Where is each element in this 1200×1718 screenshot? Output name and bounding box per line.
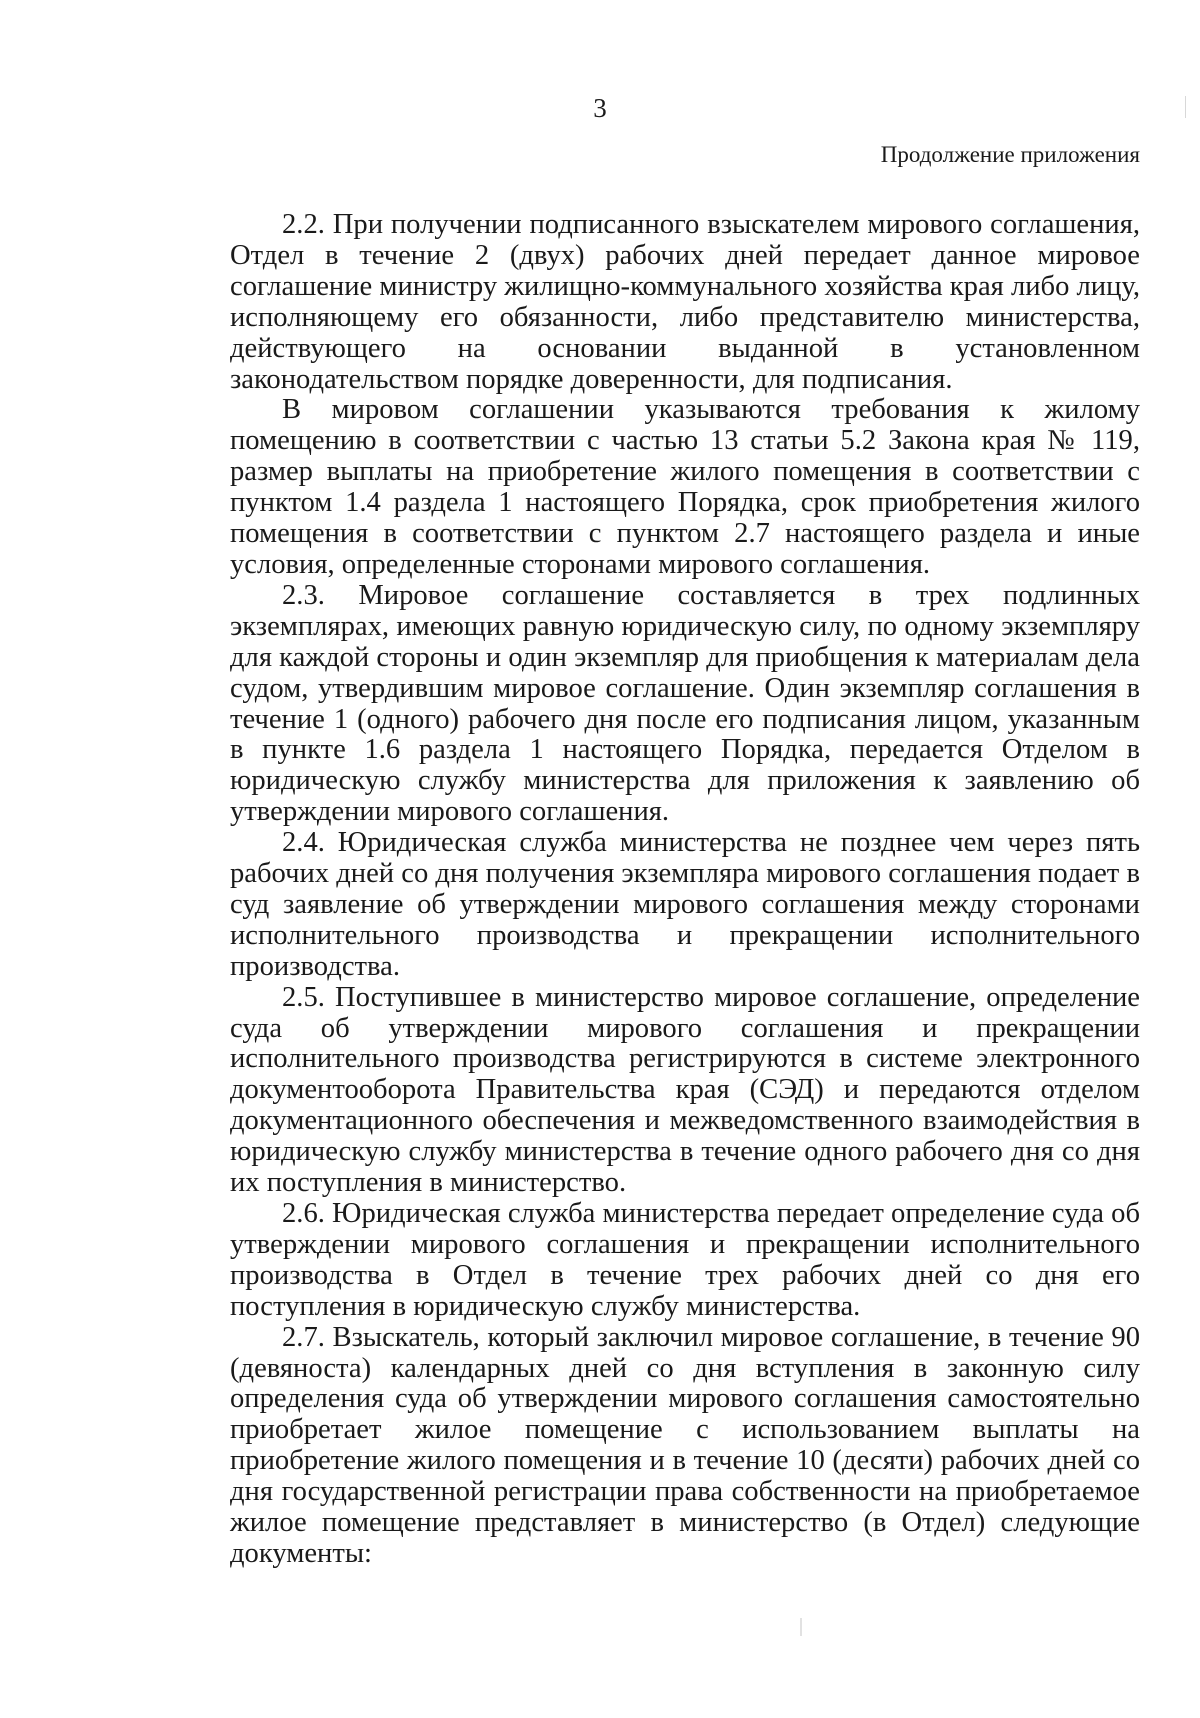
page-number: 3 <box>593 93 607 123</box>
paragraph-2-7: 2.7. Взыскатель, который заключил мировое соглашение, в течение 90 (девяноста) календарных дней со дня вступления в законную силу определения суда об утверждении мирового соглашения самостоятельно приобретает жилое помещение с использованием выплаты на приобретение жилого помещения и в течение 10 (десяти) рабочих дней со дня государственной регистрации права собственности на приобретаемое жилое помещение представляет в министерство (в Отдел) следующие документы: <box>230 1321 1140 1569</box>
scan-edge-mark <box>1185 96 1186 118</box>
paragraph-2-3: 2.3. Мировое соглашение составляется в трех подлинных экземплярах, имеющих равную юридическую силу, по одному экземпляру для каждой стороны и один экземпляр для приобщения к материалам дела судом, утвердившим мировое соглашение. Один экземпляр соглашения в течение 1 (одного) рабочего дня после его подписания лицом, указанным в пункте 1.6 раздела 1 настоящего Порядка, передается Отделом в юридическую службу министерства для приложения к заявлению об утверждении мирового соглашения. <box>230 579 1140 828</box>
document-body <box>230 210 1140 1570</box>
scan-speck-mark <box>800 1618 802 1636</box>
paragraph-2-5: 2.5. Поступившее в министерство мировое соглашение, определение суда об утверждении мирового соглашения и прекращении исполнительного производства регистрируются в системе электронного документооборота Правительства края (СЭД) и передаются отделом документационного обеспечения и межведомственного взаимодействия в юридическую службу министерства в течение одного рабочего дня со дня их поступления в министерство. <box>230 981 1140 1199</box>
paragraph-2-4: 2.4. Юридическая служба министерства не позднее чем через пять рабочих дней со дня получения экземпляра мирового соглашения подает в суд заявление об утверждении мирового соглашения между сторонами исполнительного производства и прекращении исполнительного производства. <box>230 827 1140 982</box>
paragraph-2-2-continued: В мировом соглашении указываются требования к жилому помещению в соответствии с частью 13 статьи 5.2 Закона края № 119, размер выплаты на приобретение жилого помещения в соответствии с пунктом 1.4 раздела 1 настоящего Порядка, срок приобретения жилого помещения в соответствии с пунктом 2.7 настоящего раздела и иные условия, определенные сторонами мирового соглашения. <box>230 394 1140 580</box>
paragraph-2-6: 2.6. Юридическая служба министерства передает определение суда об утверждении мирового соглашения и прекращении исполнительного производства в Отдел в течение трех рабочих дней со дня его поступления в юридическую службу министерства. <box>230 1198 1140 1322</box>
paragraph-2-2: 2.2. При получении подписанного взыскателем мирового соглашения, Отдел в течение 2 (двух) рабочих дней передает данное мировое соглашение министру жилищно-коммунального хозяйства края либо лицу, исполняющему его обязанности, либо представителю министерства, действующего на основании выданной в установленном законодательством порядке доверенности, для подписания. <box>230 209 1140 395</box>
continuation-label: Продолжение приложения <box>880 142 1140 167</box>
